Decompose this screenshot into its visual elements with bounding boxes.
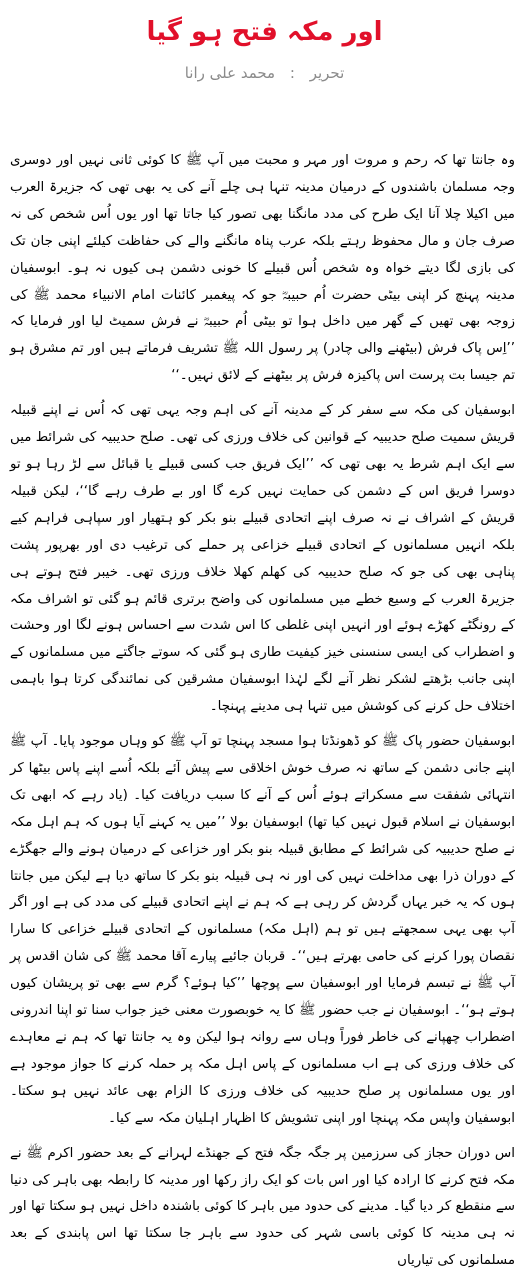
- byline-separator: :: [289, 64, 295, 82]
- author-name: محمد علی رانا: [184, 64, 276, 82]
- paragraph-2: ابوسفیان کی مکہ سے سفر کر کے مدینہ آنے کی اہم وجہ یہی تھی کہ اُس نے اپنے قبیلہ قریش سمیت صلح حدیبیہ کے قوانین کی خلاف ورزی کی تھی۔ صلح حدیبیہ کی شرائط میں سے ایک اہم شرط یہ بھی تھی کہ ’’ایک فریق جب کسی قبیلے یا قبائل سے لڑ رہا ہو تو دوسرا فریق اس کے دشمن کی حمایت نہیں کرے گا اور بے طرف رہے گا‘‘، لیکن قبیلہ قریش کے اشراف نے نہ صرف اپنے اتحادی قبیلے بنو بکر کو ہتھیار اور سپاہی فراہم کیے بلکہ انہیں مسلمانوں کے اتحادی قبیلے خزاعی پر حملے کی ترغیب دی اور بھرپور پشت پناہی بھی کی جو کہ صلح حدیبیہ کی کھلم کھلا خلاف ورزی تھی۔ خیبر فتح ہوتے ہی جزیرۃ العرب کے وسیع خطے میں مسلمانوں کی واضح برتری قائم ہو گئی تو اشراف مکہ کے رونگٹے کھڑے ہوئے اور انہیں اپنی غلطی کا اس شدت سے احساس ہونے لگا اور وحشت و اضطراب کی ایسی سنسنی خیز کیفیت طاری ہو گئی کہ سوتے جاگتے میں مسلمانوں کے اپنی جانب بڑھتے لشکر نظر آنے لگے لہٰذا ابوسفیان مشرقین کی نمائندگی کرتا ہوا باہمی اختلاف حل کرنے کی کوشش میں تنہا ہی مدینے پہنچا۔: [10, 403, 515, 715]
- paragraph-1: وہ جانتا تھا کہ رحم و مروت اور مہر و محبت میں آپ ﷺ کا کوئی ثانی نہیں اور دوسری وجہ مسلمان باشندوں کے درمیان مدینہ تنہا ہی چلے آنے کی یہ بھی تھی کہ جزیرۃ العرب میں اکیلا چلا آنا ایک طرح کی مدد مانگنا بھی تصور کیا جاتا تھا اور یوں اُس شخص کی نہ صرف جان و مال محفوظ رہتے بلکہ عرب پناہ مانگنے والے کی حفاظت کیلئے اپنی جان تک کی بازی لگا دیتے خواہ وہ شخص اُس قبیلے کا خونی دشمن ہی کیوں نہ ہو۔ ابوسفیان مدینہ پہنچ کر اپنی بیٹی حضرت اُم حبیبہؓ جو کہ پیغمبر کائنات امام الانبیاء محمد ﷺ کی زوجہ بھی تھیں کے گھر میں داخل ہوا تو بیٹی اُم حبیبہؓ نے فرش سمیٹ لیا اور فرمایا کہ ’’اِس پاک فرش (بیٹھنے والی چادر) پر رسول اللہ ﷺ تشریف فرماتے ہیں اور تم مشرق ہو تم جیسا بت پرست اس پاکیزہ فرش پر بیٹھنے کے لائق نہیں۔‘‘: [10, 153, 515, 384]
- article-body: [10, 148, 515, 1269]
- paragraph-3: ابوسفیان حضور پاک ﷺ کو ڈھونڈتا ہوا مسجد پہنچا تو آپ ﷺ کو وہاں موجود پایا۔ آپ ﷺ اپنے جانی دشمن کے ساتھ نہ صرف خوش اخلاقی سے پیش آئے بلکہ اُسے اپنے پاس بیٹھا کر انتہائی شفقت سے مسکراتے ہوئے اُس کے آنے کا سبب دریافت کیا۔ (یاد رہے کہ ابھی تک ابوسفیان نے اسلام قبول نہیں کیا تھا) ابوسفیان بولا ’’میں یہ کہنے آیا ہوں کہ ہم اہل مکہ نے صلح حدیبیہ کی شرائط کے مطابق قبیلہ بنو بکر اور خزاعی کے درمیان ہونے والے جھگڑے کے دوران ذرا بھی مداخلت نہیں کی اور نہ ہی قبیلہ بنو بکر کا ساتھ دیا ہے لیکن میں جانتا ہوں کہ یہ خبر یہاں گردش کر رہی ہے کہ ہم نے اپنے اتحادی قبیلے کی مدد کی ہے اور اگر آپ بھی یہی سمجھتے ہیں تو ہم (اہل مکہ) مسلمانوں کے اتحادی قبیلے خزاعی کا سارا نقصان پورا کرنے کی حامی بھرتے ہیں‘‘۔ قربان جائیے پیارے آقا محمد ﷺ کی شان اقدس پر آپ ﷺ نے تبسم فرمایا اور ابوسفیان سے پوچھا ’’کیا ہوئے؟ گرم سے بھی تو پریشان کیوں ہوتے ہو‘‘۔ ابوسفیان نے جب حضور ﷺ کا یہ خوبصورت معنی خیز جواب سنا تو اپنا اندرونی اضطراب چھپانے کی خاطر فوراً وہاں سے روانہ ہوا لیکن وہ یہ جانتا تھا کہ ہم نے معاہدے کی خلاف ورزی کی ہے اب مسلمانوں کے پاس اہل مکہ پر حملہ کرنے کا جواز موجود ہے اور یوں مسلمانوں پر صلح حدیبیہ کی خلاف ورزی کا الزام بھی عائد نہیں ہو سکتا۔ ابوسفیان واپس مکہ پہنچا اور اپنی تشویش کا اظہار اہلیان مکہ سے کیا۔: [10, 734, 515, 1126]
- byline: [0, 62, 529, 84]
- byline-label: تحریر: [309, 64, 345, 82]
- paragraph-4: اس دوران حجاز کی سرزمین پر جگہ جگہ فتح کے جھنڈے لہرانے کے بعد حضور اکرم ﷺ نے مکہ فتح کرنے کا ارادہ کیا اور اس بات کو ایک راز رکھا اور مدینہ کا رابطہ بھی باہر کی دنیا سے منقطع کر دیا گیا۔ مدینے کی حدود میں باہر کا کوئی باشندہ داخل نہیں ہو سکتا تھا اور نہ ہی مدینہ کا کوئی باسی شہر کی حدود سے باہر جا سکتا تھا اس پابندی کے بعد مسلمانوں کی تیاریاں: [10, 1145, 515, 1269]
- article-title: اور مکہ فتح ہو گیا: [146, 17, 383, 47]
